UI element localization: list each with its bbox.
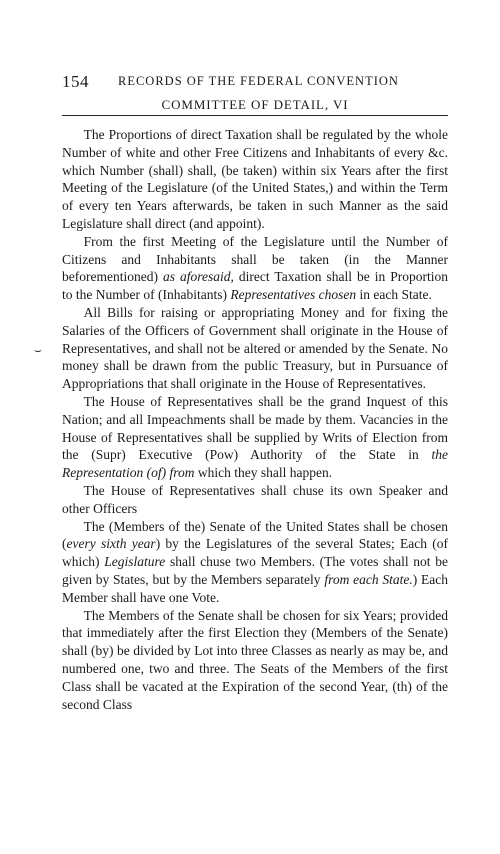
italic-text: (of) from xyxy=(146,465,195,481)
text-run: The House of Representatives shall be the grand Inquest of this Nation; and all Impeachments shall be made by them. Vacancies in the House of Representatives shall be supplied by Writs of Election from the (Supr) Executive (Pow) Authority of the State in xyxy=(62,393,448,463)
running-head xyxy=(62,72,448,92)
paragraph xyxy=(62,393,448,482)
paragraph xyxy=(62,482,448,518)
text-run: The Proportions of direct Taxation shall be regulated by the whole Number of white and other Free Citizens and Inhabitants of every &c. which Number (shall) shall, (be taken) within six Years after the first Meeting of the Legislature (of the United States,) and within the Term of every ten Years afterwards, be taken in such Manner as the said Legislature shall direct (and appoint). xyxy=(62,127,448,231)
margin-pencil-mark: ⌣ xyxy=(34,343,42,357)
text-run: direct Taxation shall be in Proportion to the Number of (Inhabitants) xyxy=(62,269,448,303)
italic-text: Representatives chosen xyxy=(230,287,357,303)
text-run: The Members of the Senate shall be chosen for six Years; provided that immediately after the first Election they (Members of the Senate) shall (by) be divided by Lot into three Classes as nearly as may be, and numbered one, two and three. The Seats of the Members of the first Class shall be vacated at the Expiration of the second Year, (th) of the second Class xyxy=(62,607,448,712)
text-run: shall chuse two Members. (The votes shall not be given by States, but by the Members separately xyxy=(62,554,448,587)
running-title: RECORDS OF THE FEDERAL CONVENTION xyxy=(118,74,399,88)
paragraph xyxy=(62,233,448,304)
body-text xyxy=(62,126,448,713)
italic-text: Legislature xyxy=(104,554,166,570)
text-run: All Bills for raising or appropriating Money and for fixing the Salaries of the Officers of Government shall originate in the House of Representatives, and shall not be altered or amended by the Senate. No money shall be drawn from the public Treasury, but in Pursuance of Appropriations that shall originate in the House of Representatives. xyxy=(62,304,448,392)
paragraph xyxy=(62,607,448,714)
text-run: From the first Meeting of the Legislature until the Number of Citizens and Inhabitants shall be taken (in the Manner beforementioned) xyxy=(62,233,448,285)
italic-text: the Representation xyxy=(62,447,448,481)
text-run: The (Members of the) Senate of the United States shall be chosen ( xyxy=(62,518,448,552)
text-run: ) by the Legislatures of the several States; Each (of which) xyxy=(62,536,448,570)
text-run: ) Each Member shall have one Vote. xyxy=(62,571,448,605)
header-rule xyxy=(62,115,448,116)
text-run: The House of Representatives shall chuse its own Speaker and other Officers xyxy=(62,482,448,516)
paragraph xyxy=(62,518,448,607)
paragraph xyxy=(62,126,448,233)
italic-text: from each State. xyxy=(324,571,413,587)
paragraph xyxy=(62,304,448,393)
text-run: which they shall happen. xyxy=(194,465,333,481)
text-run: in each State. xyxy=(356,287,432,303)
italic-text: every sixth year xyxy=(66,536,156,552)
page-number: 154 xyxy=(62,72,89,91)
section-title: COMMITTEE OF DETAIL, VI xyxy=(161,97,349,112)
italic-text: as aforesaid, xyxy=(162,269,234,285)
